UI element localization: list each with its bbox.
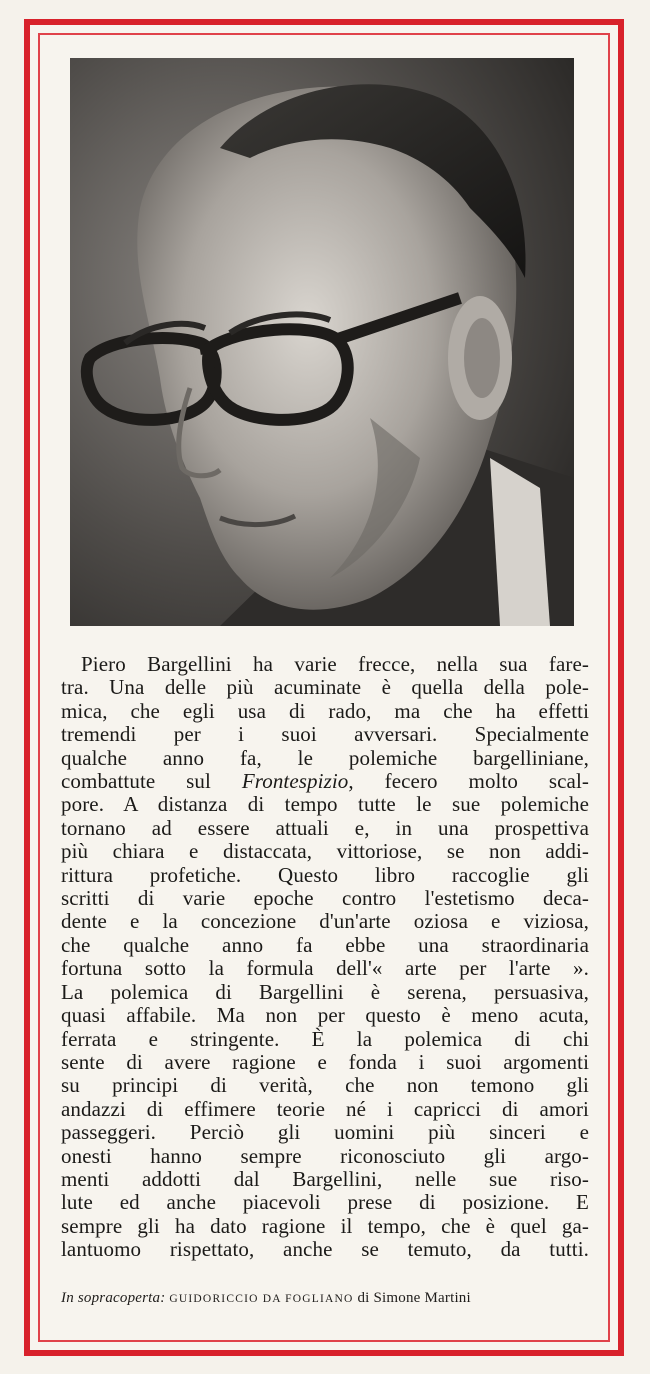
- paragraph-line: su principi di verità, che non temono gli: [61, 1073, 589, 1098]
- paragraph-line: passeggeri. Perciò gli uomini più sinceri e: [61, 1120, 589, 1145]
- paragraph-line: mica, che egli usa di rado, ma che ha effetti: [61, 698, 589, 723]
- paragraph-line: scritti di varie epoche contro l'estetismo deca-: [61, 886, 589, 911]
- paragraph-line: ferrata e stringente. È la polemica di chi: [61, 1026, 589, 1051]
- caption-artist: Simone Martini: [373, 1290, 471, 1306]
- paragraph-line: più chiara e distaccata, vittoriose, se non addi-: [61, 839, 589, 864]
- paragraph-line: pore. A distanza di tempo tutte le sue polemiche: [61, 792, 589, 817]
- paragraph-line: andazzi di effimere teorie né i capricci di amori: [61, 1096, 589, 1121]
- paragraph-line: tremendi per i suoi avversari. Specialmente: [61, 722, 589, 747]
- paragraph-line: qualche anno fa, le polemiche bargelliniane,: [61, 745, 589, 770]
- paragraph-line: lantuomo rispettato, anche se temuto, da tutti.: [61, 1237, 589, 1262]
- caption-work-title: GUIDORICCIO DA FOGLIANO: [169, 1293, 354, 1305]
- caption-connector: di: [357, 1290, 370, 1306]
- paragraph-line: dente e la concezione d'un'arte oziosa e viziosa,: [61, 909, 589, 934]
- italic-journal-title: Frontespizio: [241, 769, 349, 794]
- paragraph-line: Piero Bargellini ha varie frecce, nella sua fare-: [81, 652, 589, 676]
- cover-credit-caption: [61, 1290, 589, 1307]
- paragraph-line: fortuna sotto la formula dell'« arte per l'arte ».: [61, 956, 589, 981]
- paragraph-line: quasi affabile. Ma non per questo è meno acuta,: [61, 1003, 589, 1028]
- author-portrait-photo: [70, 58, 574, 626]
- paragraph-line: sempre gli ha dato ragione il tempo, che è quel ga-: [61, 1213, 589, 1238]
- paragraph-line: rittura profetiche. Questo libro raccoglie gli: [61, 862, 589, 887]
- paragraph-line: lute ed anche piacevoli prese di posizione. E: [61, 1190, 589, 1215]
- paragraph-line: combattute sul Frontespizio, fecero molto scal-: [61, 769, 589, 794]
- paragraph-line: che qualche anno fa ebbe una straordinaria: [61, 932, 589, 957]
- book-description-paragraph: [61, 653, 589, 1262]
- paragraph-line: menti addotti dal Bargellini, nelle sue riso-: [61, 1166, 589, 1191]
- paragraph-line: onesti hanno sempre riconosciuto gli argo-: [61, 1143, 589, 1168]
- caption-label: In sopracoperta:: [61, 1290, 166, 1306]
- paragraph-line: tra. Una delle più acuminate è quella della pole-: [61, 675, 589, 700]
- paragraph-line: La polemica di Bargellini è serena, persuasiva,: [61, 979, 589, 1004]
- paragraph-line: tornano ad essere attuali e, in una prospettiva: [61, 815, 589, 840]
- paragraph-line: sente di avere ragione e fonda i suoi argomenti: [61, 1049, 589, 1074]
